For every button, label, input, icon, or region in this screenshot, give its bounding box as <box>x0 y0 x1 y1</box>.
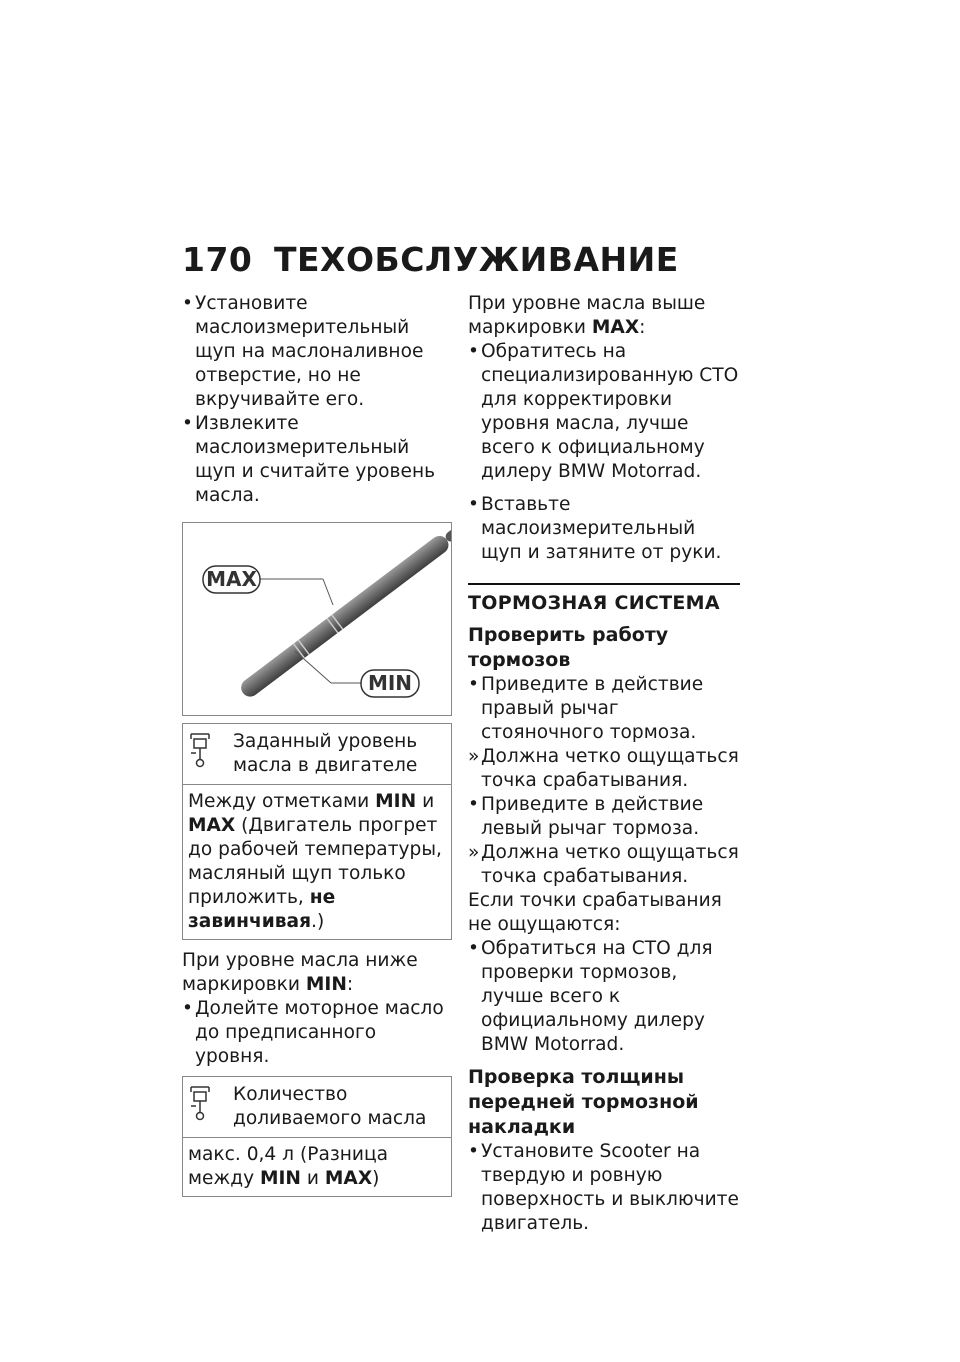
right-column <box>468 292 740 1236</box>
result-arrow-icon: » <box>468 842 480 863</box>
list-item <box>468 673 740 745</box>
left-column <box>182 292 452 1197</box>
oil-dipstick-icon <box>187 1083 233 1131</box>
list-item <box>468 340 740 484</box>
spec-text: и <box>306 1168 319 1189</box>
list-item <box>182 292 452 412</box>
spec-title: Количество доливаемого масла <box>233 1084 427 1129</box>
instruction-text: Приведите в действие правый рычаг стояночного тормоза. <box>481 674 704 743</box>
result-text: Должна четко ощущаться точка срабатывания. <box>481 746 739 791</box>
bullet-icon: • <box>468 938 479 959</box>
spec-title: Заданный уровень масла в двигателе <box>233 731 418 776</box>
instruction-text: Установите маслоизмерительный щуп на маслоналивное отверстие, но не вкручивайте его. <box>195 293 424 410</box>
paragraph-text: При уровне масла выше маркировки <box>468 293 706 338</box>
min-marker-label: MIN <box>367 671 413 695</box>
dipstick-illustration <box>183 523 451 715</box>
page-header <box>182 240 679 279</box>
min-mark: MIN <box>305 974 347 995</box>
section-title: ТОРМОЗНАЯ СИСТЕМА <box>468 583 740 615</box>
oil-dipstick-icon <box>187 730 233 778</box>
max-marker-label: MAX <box>206 567 257 591</box>
chapter-title: ТЕХОБСЛУЖИВАНИЕ <box>274 240 679 279</box>
instruction-text: Обратитесь на специализированную СТО для корректировки уровня масла, лучше всего к официальному дилеру BMW Motorrad. <box>481 341 739 482</box>
page-number: 170 <box>182 240 253 279</box>
list-item <box>468 937 740 1057</box>
subsection-title: Проверить работу тормозов <box>468 624 669 671</box>
instruction-text: Долейте моторное масло до предписанного уровня. <box>195 998 444 1067</box>
paragraph-text: При уровне масла ниже маркировки <box>182 950 418 995</box>
bullet-icon: • <box>468 341 479 362</box>
paragraph: При уровне масла выше маркировки MAX: <box>468 293 706 338</box>
instruction-text: Извлеките маслоизмерительный щуп и считайте уровень масла. <box>195 413 436 506</box>
list-item <box>468 1140 740 1236</box>
bullet-icon: • <box>182 293 193 314</box>
instruction-text: Вставьте маслоизмерительный щуп и затяните от руки. <box>481 494 722 563</box>
spec-text: .) <box>311 911 325 932</box>
subsection-title: Проверка толщины передней тормозной накладки <box>468 1066 699 1138</box>
instruction-text: Приведите в действие левый рычаг тормоза. <box>481 794 704 839</box>
result-text: Должна четко ощущаться точка срабатывания. <box>481 842 739 887</box>
result-item <box>468 841 740 889</box>
spec-header <box>183 724 451 785</box>
paragraph: При уровне масла ниже маркировки MIN: <box>182 950 418 995</box>
bullet-icon: • <box>182 998 193 1019</box>
spec-table-oil-quantity <box>182 1076 452 1197</box>
result-arrow-icon: » <box>468 746 480 767</box>
bullet-icon: • <box>468 494 479 515</box>
bullet-icon: • <box>182 413 193 434</box>
paragraph: Если точки срабатывания не ощущаются: <box>468 890 722 935</box>
spec-value <box>183 785 451 939</box>
max-mark: MAX <box>188 815 236 836</box>
bullet-icon: • <box>468 1141 479 1162</box>
spec-text: и <box>422 791 435 812</box>
min-mark: MIN <box>260 1168 301 1189</box>
list-item <box>182 412 452 508</box>
spec-value: макс. 0,4 л (Разница между MIN и MAX) <box>188 1144 389 1189</box>
bullet-icon: • <box>468 794 479 815</box>
result-item <box>468 745 740 793</box>
instruction-text: Установите Scooter на твердую и ровную поверхность и выключите двигатель. <box>481 1141 739 1234</box>
spec-emphasis: не завинчивая <box>188 887 336 932</box>
instruction-text: Обратиться на СТО для проверки тормозов, лучше всего к официальному дилеру BMW Motorrad. <box>481 938 713 1055</box>
spec-text: макс. 0,4 л (Разница между <box>188 1144 389 1189</box>
spec-text: (Двигатель прогрет до рабочей температуры, масляный щуп только приложить, <box>188 815 442 908</box>
max-mark: MAX <box>591 317 640 338</box>
min-mark: MIN <box>375 791 417 812</box>
dipstick-figure <box>182 522 452 716</box>
spec-table-oil-level <box>182 723 452 940</box>
list-item <box>468 793 740 841</box>
max-mark: MAX <box>324 1168 373 1189</box>
spec-text: Между отметками <box>188 791 370 812</box>
list-item <box>468 493 740 565</box>
list-item <box>182 997 452 1069</box>
bullet-icon: • <box>468 674 479 695</box>
spec-header <box>183 1077 451 1138</box>
